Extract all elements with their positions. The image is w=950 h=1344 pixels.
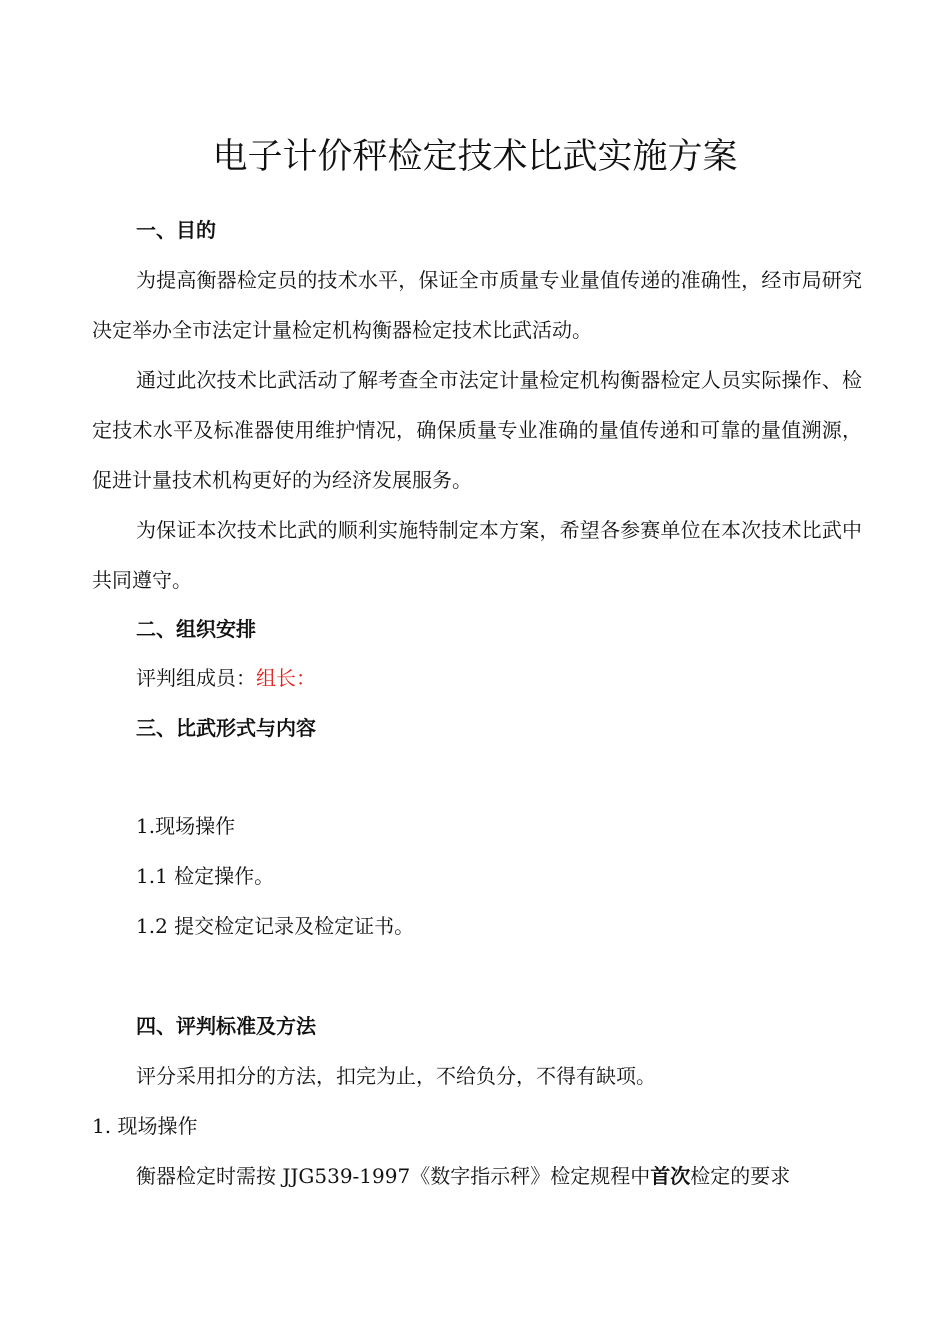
paragraph-scoring: 评分采用扣分的方法，扣完为止，不给负分，不得有缺项。: [136, 1064, 656, 1088]
list-item-onsite-text: 1.现场操作: [136, 814, 236, 838]
list-item-submit-records-text: 1.2 提交检定记录及检定证书。: [136, 914, 415, 938]
section-heading-format: 三、比武形式与内容: [136, 716, 316, 740]
paragraph-purpose-2: 通过此次技术比武活动了解考查全市法定计量检定机构衡器检定人员实际操作、检定技术水平及标准器使用维护情况，确保质量专业准确的量值传递和可靠的量值溯源，促进计量技术机构更好的为经济发展服务。: [92, 368, 862, 492]
requirement-text-end: 检定的要求: [690, 1164, 791, 1188]
list-item-submit-records: [136, 912, 414, 940]
list-item-calibration-text: 1.1 检定操作。: [136, 864, 275, 888]
paragraph-requirement: [136, 1162, 862, 1190]
section-heading-criteria: 四、评判标准及方法: [136, 1014, 316, 1038]
requirement-text-emphasis: 首次: [650, 1164, 691, 1188]
section-heading-purpose: 一、目的: [136, 218, 216, 242]
judging-panel-line: [136, 664, 316, 692]
list-item-onsite: [136, 812, 235, 840]
section-heading-organization: 二、组织安排: [136, 617, 256, 641]
list-item-onsite-criteria: 1. 现场操作: [92, 1114, 198, 1138]
judging-panel-label: 评判组成员：: [136, 666, 256, 690]
document-title: 电子计价秤检定技术比武实施方案: [212, 137, 738, 177]
list-item-calibration: [136, 862, 274, 890]
team-leader-label: 组长：: [256, 666, 316, 690]
paragraph-purpose-3: 为保证本次技术比武的顺利实施特制定本方案，希望各参赛单位在本次技术比武中共同遵守。: [92, 518, 862, 592]
requirement-text-start: 衡器检定时需按 JJG539-1997《数字指示秤》检定规程中: [136, 1164, 651, 1188]
paragraph-purpose-1: 为提高衡器检定员的技术水平，保证全市质量专业量值传递的准确性，经市局研究决定举办全市法定计量检定机构衡器检定技术比武活动。: [92, 268, 862, 342]
